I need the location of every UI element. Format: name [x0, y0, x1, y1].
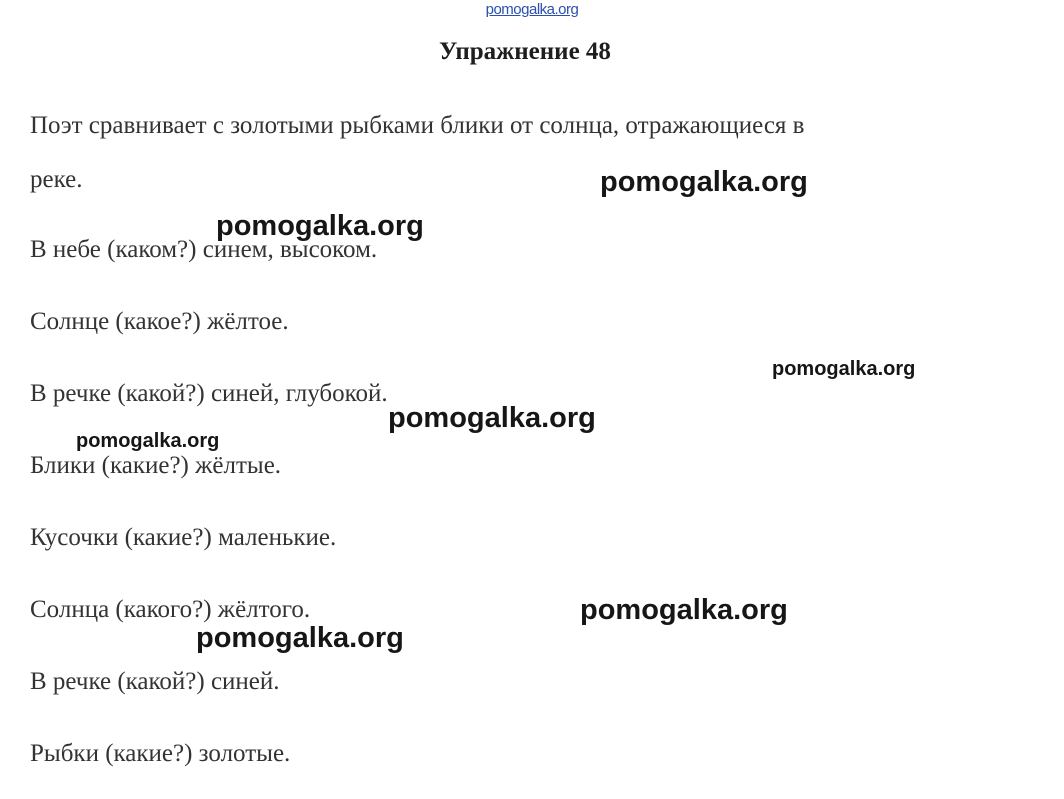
- watermark: pomogalka.org: [772, 358, 916, 380]
- watermark: pomogalka.org: [600, 166, 808, 198]
- site-watermark-link[interactable]: pomogalka.org: [485, 1, 579, 18]
- watermark: pomogalka.org: [76, 430, 220, 452]
- text-line: Солнце (какое?) жёлтое.: [30, 308, 289, 335]
- exercise-title: Упражнение 48: [439, 38, 611, 65]
- text-line: Рыбки (какие?) золотые.: [30, 740, 291, 767]
- text-line: Блики (какие?) жёлтые.: [30, 452, 282, 479]
- watermark: pomogalka.org: [216, 210, 424, 242]
- text-line: Кусочки (какие?) маленькие.: [30, 524, 337, 551]
- watermark: pomogalka.org: [196, 622, 404, 654]
- watermark: pomogalka.org: [388, 402, 596, 434]
- text-line: В небе (каком?) синем, высоком.: [30, 236, 378, 263]
- text-line: В речке (какой?) синей, глубокой.: [30, 380, 388, 407]
- watermark: pomogalka.org: [580, 594, 788, 626]
- text-line: В речке (какой?) синей.: [30, 668, 280, 695]
- text-line: Солнца (какого?) жёлтого.: [30, 596, 311, 623]
- text-line: реке.: [30, 166, 83, 193]
- text-line: Поэт сравнивает с золотыми рыбками блики от солнца, отражающиеся в: [30, 112, 805, 139]
